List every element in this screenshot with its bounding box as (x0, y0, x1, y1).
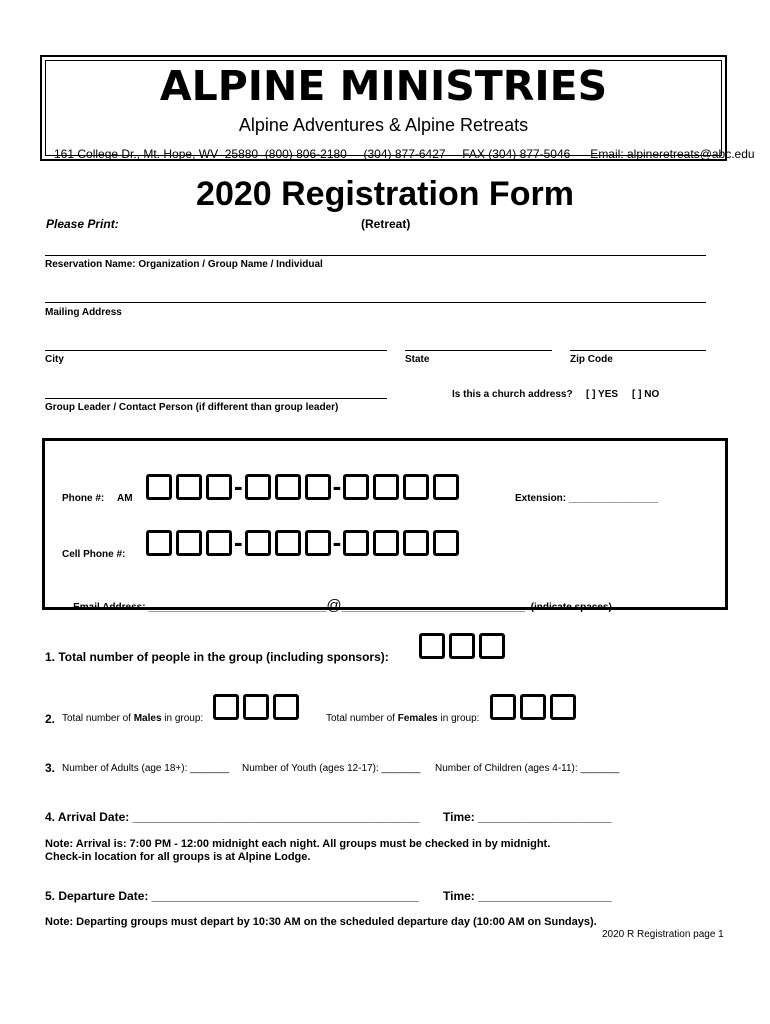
digit-box[interactable] (243, 694, 269, 720)
digit-box[interactable] (176, 530, 202, 556)
city-field[interactable] (45, 350, 387, 351)
q1-label: 1. Total number of people in the group (including sponsors): (45, 650, 389, 664)
reservation-name-field[interactable] (45, 255, 706, 256)
state-label: State (405, 354, 430, 365)
contact-line: 161 College Dr., Mt. Hope, WV 25880 (800) 806-2180 (304) 877-6427 FAX (304) 877-5046 Email: alpineretreats@abc.edu (54, 147, 755, 161)
digit-box[interactable] (403, 474, 429, 500)
dash: - (332, 527, 342, 557)
church-address-question: Is this a church address? (452, 389, 573, 400)
header-box (40, 55, 755, 161)
arrival-date-field[interactable]: 4. Arrival Date: ___________________________________________ (45, 810, 420, 824)
males-boxes[interactable] (213, 694, 303, 720)
digit-box[interactable] (275, 474, 301, 500)
at-sign: @ (326, 597, 342, 614)
females-boxes[interactable] (490, 694, 580, 720)
cell-digit-boxes[interactable] (146, 527, 463, 558)
reservation-name-label: Reservation Name: Organization / Group Name / Individual (45, 259, 323, 270)
q2-females-pre: Total number of (326, 713, 398, 724)
digit-box[interactable] (146, 530, 172, 556)
email-tail: _________________________________ (indicate spaces) (341, 602, 612, 613)
page-footer: 2020 R Registration page 1 (602, 929, 724, 940)
digit-box[interactable] (273, 694, 299, 720)
adults-field[interactable]: Number of Adults (age 18+): _______ (62, 763, 230, 774)
am-label: AM (117, 493, 133, 504)
digit-box[interactable] (245, 474, 271, 500)
q2-number: 2. (45, 712, 56, 726)
digit-box[interactable] (433, 474, 459, 500)
org-title: ALPINE MINISTRIES (159, 62, 608, 110)
email-label: Email Address: ________________________________ (73, 602, 327, 613)
q2-females-bold: Females (397, 713, 438, 724)
digit-box[interactable] (305, 530, 331, 556)
digit-box[interactable] (490, 694, 516, 720)
mailing-address-field[interactable] (45, 302, 706, 303)
church-no-checkbox[interactable]: [ ] NO (632, 389, 660, 400)
zip-label: Zip Code (570, 354, 613, 365)
zip-field[interactable] (570, 350, 706, 351)
phone-section (42, 438, 728, 614)
digit-box[interactable] (213, 694, 239, 720)
email-field[interactable] (62, 586, 612, 625)
dash: - (234, 527, 243, 557)
cell-phone-label: Cell Phone #: (62, 549, 126, 560)
digit-box[interactable] (206, 474, 232, 500)
digit-box[interactable] (146, 474, 172, 500)
please-print-label: Please Print: (46, 217, 119, 231)
digit-box[interactable] (245, 530, 271, 556)
org-subtitle: Alpine Adventures & Alpine Retreats (238, 115, 529, 135)
church-yes-checkbox[interactable]: [ ] YES (586, 389, 619, 400)
departure-date-field[interactable]: 5. Departure Date: ________________________________________ (45, 889, 419, 903)
children-field[interactable]: Number of Children (ages 4-11): _______ (435, 763, 620, 774)
dash: - (332, 471, 342, 501)
state-field[interactable] (405, 350, 552, 351)
departure-time-field[interactable]: Time: ____________________ (443, 889, 612, 903)
digit-box[interactable] (550, 694, 576, 720)
digit-box[interactable] (479, 633, 505, 659)
dash: - (234, 471, 243, 501)
retreat-label: (Retreat) (361, 217, 411, 231)
digit-box[interactable] (206, 530, 232, 556)
q2-males-label (62, 713, 203, 724)
youth-field[interactable]: Number of Youth (ages 12-17): _______ (242, 763, 421, 774)
digit-box[interactable] (419, 633, 445, 659)
extension-field[interactable]: Extension: ________________ (515, 493, 658, 504)
q2-females-post: in group: (437, 713, 480, 724)
q2-males-bold: Males (133, 713, 162, 724)
q2-males-post: in group: (161, 713, 204, 724)
q2-females-label (326, 713, 479, 724)
city-label: City (45, 354, 64, 365)
mailing-address-label: Mailing Address (45, 307, 122, 318)
phone-label: Phone #: (62, 493, 105, 504)
group-leader-label: Group Leader / Contact Person (if different than group leader) (45, 402, 339, 413)
form-title: 2020 Registration Form (196, 175, 574, 213)
digit-box[interactable] (343, 474, 369, 500)
digit-box[interactable] (373, 530, 399, 556)
digit-box[interactable] (343, 530, 369, 556)
group-leader-field[interactable] (45, 398, 387, 399)
digit-box[interactable] (449, 633, 475, 659)
departure-note: Note: Departing groups must depart by 10:30 AM on the scheduled departure day (10:00 AM on Sundays). (45, 916, 597, 928)
q1-boxes[interactable] (419, 633, 509, 659)
digit-box[interactable] (275, 530, 301, 556)
q3-number: 3. (45, 761, 56, 775)
digit-box[interactable] (373, 474, 399, 500)
q2-males-pre: Total number of (62, 713, 134, 724)
digit-box[interactable] (433, 530, 459, 556)
digit-box[interactable] (305, 474, 331, 500)
digit-box[interactable] (176, 474, 202, 500)
digit-box[interactable] (520, 694, 546, 720)
arrival-note-1: Note: Arrival is: 7:00 PM - 12:00 midnight each night. All groups must be checked in by midnight. (45, 838, 551, 850)
arrival-note-2: Check-in location for all groups is at Alpine Lodge. (45, 851, 311, 863)
digit-box[interactable] (403, 530, 429, 556)
phone-digit-boxes[interactable] (146, 471, 463, 502)
arrival-time-field[interactable]: Time: ____________________ (443, 810, 612, 824)
